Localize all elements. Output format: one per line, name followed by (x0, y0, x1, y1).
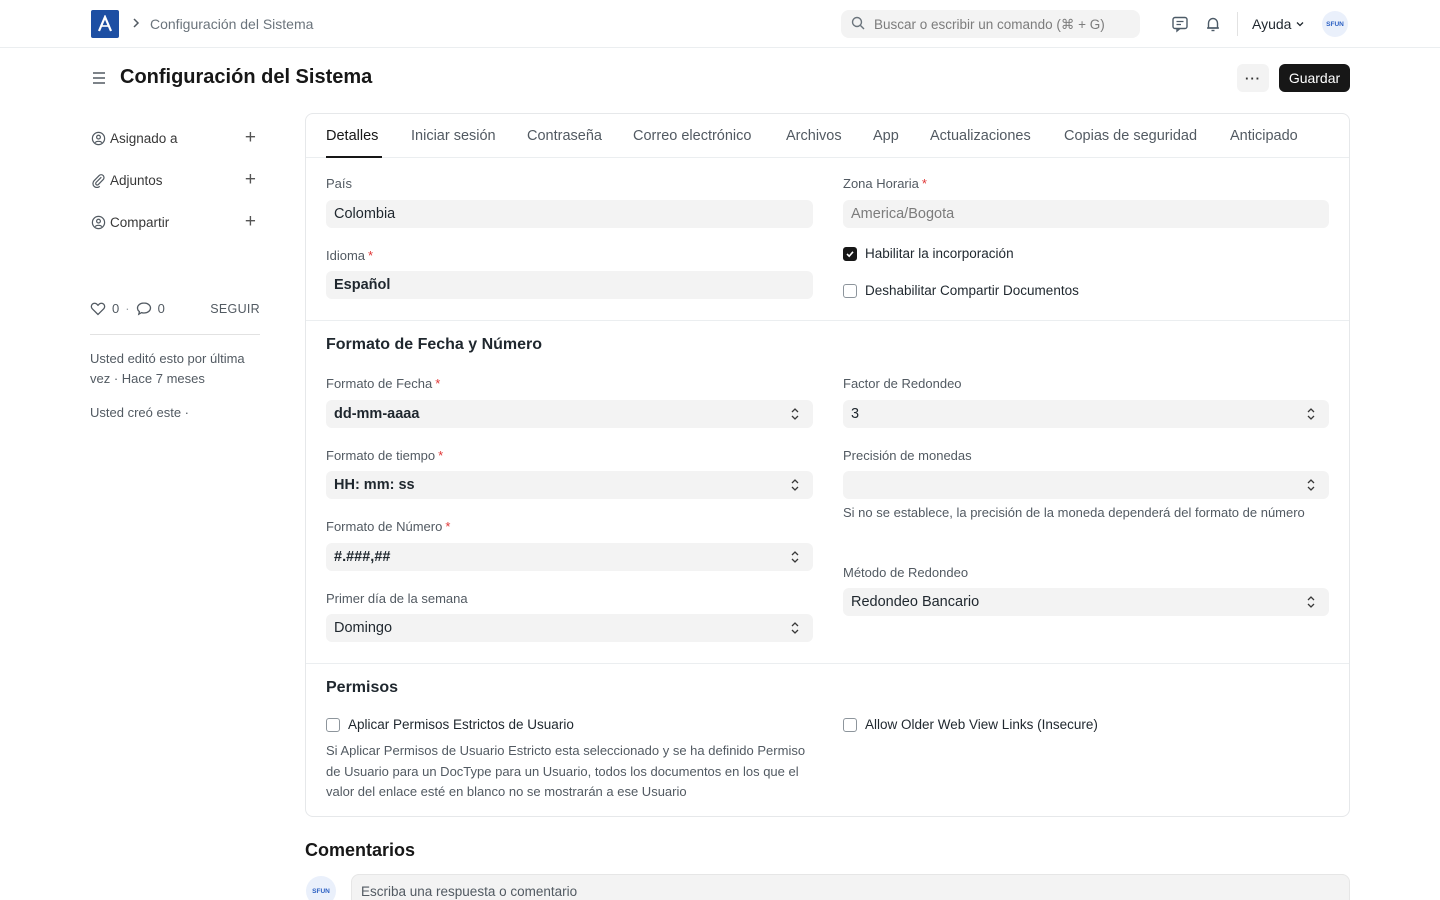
navbar-divider (1237, 12, 1238, 36)
checkbox-icon[interactable] (843, 284, 857, 298)
comment-avatar: SFUN (306, 876, 336, 900)
number-format-select[interactable] (326, 543, 813, 571)
follow-button[interactable]: SEGUIR (210, 301, 260, 316)
page-title: Configuración del Sistema (120, 66, 373, 88)
sidebar-assigned-label: Asignado a (110, 130, 178, 146)
section-divider (306, 663, 1349, 664)
rounding-factor-select[interactable] (843, 400, 1329, 428)
disable-share-checkbox[interactable] (843, 283, 1079, 298)
tab-copias-de-seguridad[interactable]: Copias de seguridad (1064, 128, 1198, 144)
search-icon (851, 16, 865, 33)
first-day-value: Domingo (334, 620, 393, 636)
share-user-icon (90, 214, 106, 230)
plus-icon[interactable]: + (244, 211, 256, 232)
comments-title: Comentarios (305, 840, 416, 860)
navbar (0, 0, 1440, 48)
paperclip-icon (90, 172, 106, 188)
date-format-value: dd-mm-aaaa (334, 406, 420, 422)
breadcrumb[interactable]: Configuración del Sistema (150, 16, 314, 32)
tab-actualizaciones[interactable]: Actualizaciones (930, 128, 1031, 144)
currency-precision-select[interactable] (843, 471, 1329, 499)
first-day-select[interactable] (326, 614, 813, 642)
sidebar-divider (90, 334, 260, 335)
checkbox-icon[interactable] (843, 718, 857, 732)
country-label: País (326, 176, 353, 191)
rounding-method-value: Redondeo Bancario (851, 594, 980, 610)
user-avatar[interactable]: SFUN (1322, 11, 1348, 37)
tab-archivos[interactable]: Archivos (786, 128, 842, 144)
plus-icon[interactable]: + (244, 127, 256, 148)
help-label: Ayuda (1252, 16, 1292, 32)
sidebar-toggle-icon[interactable] (91, 69, 107, 90)
tab-anticipado[interactable]: Anticipado (1230, 128, 1298, 144)
sidebar-share[interactable] (90, 212, 260, 232)
language-label: Idioma * (326, 248, 374, 263)
help-dropdown[interactable] (1252, 16, 1305, 32)
select-updown-icon (1306, 407, 1316, 425)
chevron-down-icon (1295, 16, 1305, 32)
language-value: Español (334, 277, 391, 293)
strict-permissions-checkbox[interactable] (326, 717, 574, 732)
enable-onboarding-checkbox[interactable] (843, 246, 1014, 261)
disable-share-label: Deshabilitar Compartir Documentos (865, 283, 1079, 298)
time-format-select[interactable] (326, 471, 813, 499)
select-updown-icon (1306, 478, 1316, 496)
date-format-select[interactable] (326, 400, 813, 428)
created-note: Usted creó este · (90, 405, 189, 420)
tab-app[interactable]: App (873, 128, 899, 144)
user-assign-icon (90, 130, 106, 146)
select-updown-icon (1306, 595, 1316, 613)
likes-count: 0 (112, 301, 120, 316)
select-updown-icon (790, 621, 800, 639)
select-updown-icon (790, 550, 800, 568)
sidebar-assigned-to[interactable] (90, 128, 260, 148)
section-divider (306, 320, 1349, 321)
timezone-label: Zona Horaria * (843, 176, 927, 191)
date-format-label: Formato de Fecha * (326, 376, 441, 391)
sidebar-attachments[interactable] (90, 170, 260, 190)
edited-note: Usted editó esto por última vez · Hace 7 meses (90, 351, 245, 386)
country-value: Colombia (334, 206, 396, 222)
app-logo[interactable] (91, 10, 119, 38)
language-field[interactable] (326, 271, 813, 299)
country-field[interactable] (326, 200, 813, 228)
rounding-method-label: Método de Redondeo (843, 565, 969, 580)
enable-onboarding-label: Habilitar la incorporación (865, 246, 1014, 261)
tab-iniciar-sesion[interactable]: Iniciar sesión (411, 128, 496, 144)
strict-permissions-label: Aplicar Permisos Estrictos de Usuario (348, 717, 574, 732)
strict-permissions-description: Si Aplicar Permisos de Usuario Estricto esta seleccionado y se ha definido Permiso de Usuario para un DocType para un Usuario, todos los documentos en los que el valor del enlace esté en blanco no se mostrarán a ese Usuario (326, 743, 806, 799)
select-updown-icon (790, 478, 800, 496)
time-format-value: HH: mm: ss (334, 477, 415, 493)
checkbox-icon[interactable] (326, 718, 340, 732)
chat-icon[interactable] (1171, 15, 1189, 33)
number-format-value: #.###,## (334, 549, 391, 565)
permissions-section-title: Permisos (326, 679, 399, 696)
tab-contrasena[interactable]: Contraseña (527, 128, 602, 144)
select-updown-icon (790, 407, 800, 425)
chevron-right-icon (131, 16, 141, 33)
checkbox-checked-icon[interactable] (843, 247, 857, 261)
timezone-value: America/Bogota (851, 206, 955, 222)
active-tab-indicator (326, 156, 382, 158)
currency-precision-description: Si no se establece, la precisión de la moneda dependerá del formato de número (843, 505, 1305, 520)
tab-bar (306, 114, 1349, 158)
search-bar[interactable] (841, 10, 1140, 38)
sidebar-stats (90, 301, 260, 316)
tab-correo-electronico[interactable]: Correo electrónico (633, 128, 752, 144)
comments-count: 0 (157, 301, 165, 316)
rounding-method-select[interactable] (843, 588, 1329, 616)
rounding-factor-value: 3 (851, 406, 860, 422)
time-format-label: Formato de tiempo * (326, 448, 444, 463)
comment-input[interactable]: Escriba una respuesta o comentario (351, 874, 1350, 900)
date-number-section-title: Formato de Fecha y Número (326, 336, 543, 353)
tab-detalles[interactable]: Detalles (326, 128, 379, 144)
first-day-label: Primer día de la semana (326, 591, 468, 606)
older-links-checkbox[interactable] (843, 717, 1098, 732)
plus-icon[interactable]: + (244, 169, 256, 190)
rounding-factor-label: Factor de Redondeo (843, 376, 962, 391)
heart-icon[interactable] (90, 301, 106, 316)
older-links-label: Allow Older Web View Links (Insecure) (865, 717, 1098, 732)
stats-separator: · (125, 301, 130, 316)
sidebar-attachments-label: Adjuntos (110, 172, 163, 188)
timezone-field[interactable] (843, 200, 1329, 228)
sidebar-share-label: Compartir (110, 214, 170, 230)
comment-icon[interactable] (136, 301, 152, 316)
form-card (305, 113, 1350, 817)
logo-icon (96, 15, 114, 33)
save-button[interactable]: Guardar (1279, 64, 1350, 92)
search-input[interactable] (874, 17, 1124, 32)
more-actions-button[interactable]: ··· (1237, 64, 1269, 92)
bell-icon[interactable] (1204, 15, 1222, 33)
number-format-label: Formato de Número * (326, 519, 451, 534)
currency-precision-label: Precisión de monedas (843, 448, 972, 463)
